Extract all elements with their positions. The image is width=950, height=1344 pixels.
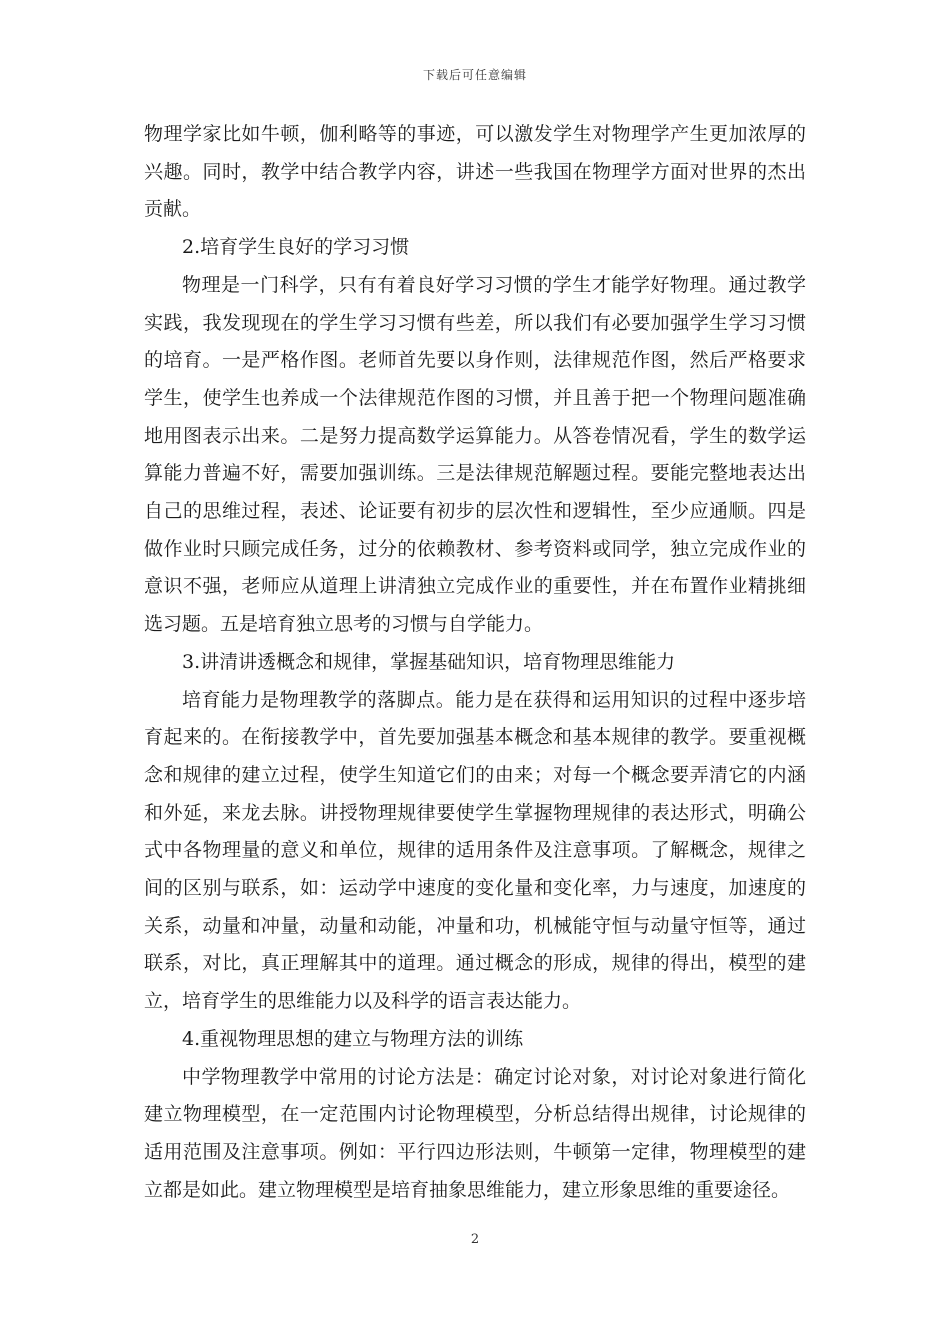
paragraph-study-habits: 物理是一门科学，只有有着良好学习习惯的学生才能学好物理。通过教学实践，我发现现在的学生学习习惯有些差，所以我们有必要加强学生学习习惯的培育。一是严格作图。老师首先要以身作则，法律规范作图，然后严格要求学生，使学生也养成一个法律规范作图的习惯，并且善于把一个物理问题准确地用图表示出来。二是努力提高数学运算能力。从答卷情况看，学生的数学运算能力普遍不好，需要加强训练。三是法律规范解题过程。要能完整地表达出自己的思维过程，表述、论证要有初步的层次性和逻辑性，至少应通顺。四是做作业时只顾完成任务，过分的依赖教材、参考资料或同学，独立完成作业的意识不强，老师应从道理上讲清独立完成作业的重要性，并在布置作业精挑细选习题。五是培育独立思考的习惯与自学能力。 (144, 273, 806, 636)
section-heading-4: 4.重视物理思想的建立与物理方法的训练 (182, 1027, 524, 1050)
paragraph-concepts-laws: 培育能力是物理教学的落脚点。能力是在获得和运用知识的过程中逐步培育起来的。在衔接教学中，首先要加强基本概念和基本规律的教学。要重视概念和规律的建立过程，使学生知道它们的由来；对每一个概念要弄清它的内涵和外延，来龙去脉。讲授物理规律要使学生掌握物理规律的表达形式，明确公式中各物理量的意义和单位，规律的适用条件及注意事项。了解概念，规律之间的区别与联系，如：运动学中速度的变化量和变化率，力与速度，加速度的关系，动量和冲量，动量和动能，冲量和功，机械能守恒与动量守恒等，通过联系，对比，真正理解其中的道理。通过概念的形成，规律的得出，模型的建立，培育学生的思维能力以及科学的语言表达能力。 (144, 688, 806, 1013)
page-header: 下载后可任意编辑 (422, 68, 527, 82)
section-heading-2: 2.培育学生良好的学习习惯 (182, 236, 410, 259)
document-body (144, 116, 806, 1209)
paragraph-continuation: 物理学家比如牛顿，伽利略等的事迹，可以激发学生对物理学产生更加浓厚的兴趣。同时，教学中结合教学内容，讲述一些我国在物理学方面对世界的杰出贡献。 (144, 123, 806, 221)
page-number: 2 (470, 1232, 480, 1247)
paragraph-physics-methods: 中学物理教学中常用的讨论方法是：确定讨论对象，对讨论对象进行简化建立物理模型，在一定范围内讨论物理模型，分析总结得出规律，讨论规律的适用范围及注意事项。例如：平行四边形法则，牛顿第一定律，物理模型的建立都是如此。建立物理模型是培育抽象思维能力，建立形象思维的重要途径。 (144, 1065, 806, 1201)
section-heading-3: 3.讲清讲透概念和规律，掌握基础知识，培育物理思维能力 (182, 650, 676, 673)
